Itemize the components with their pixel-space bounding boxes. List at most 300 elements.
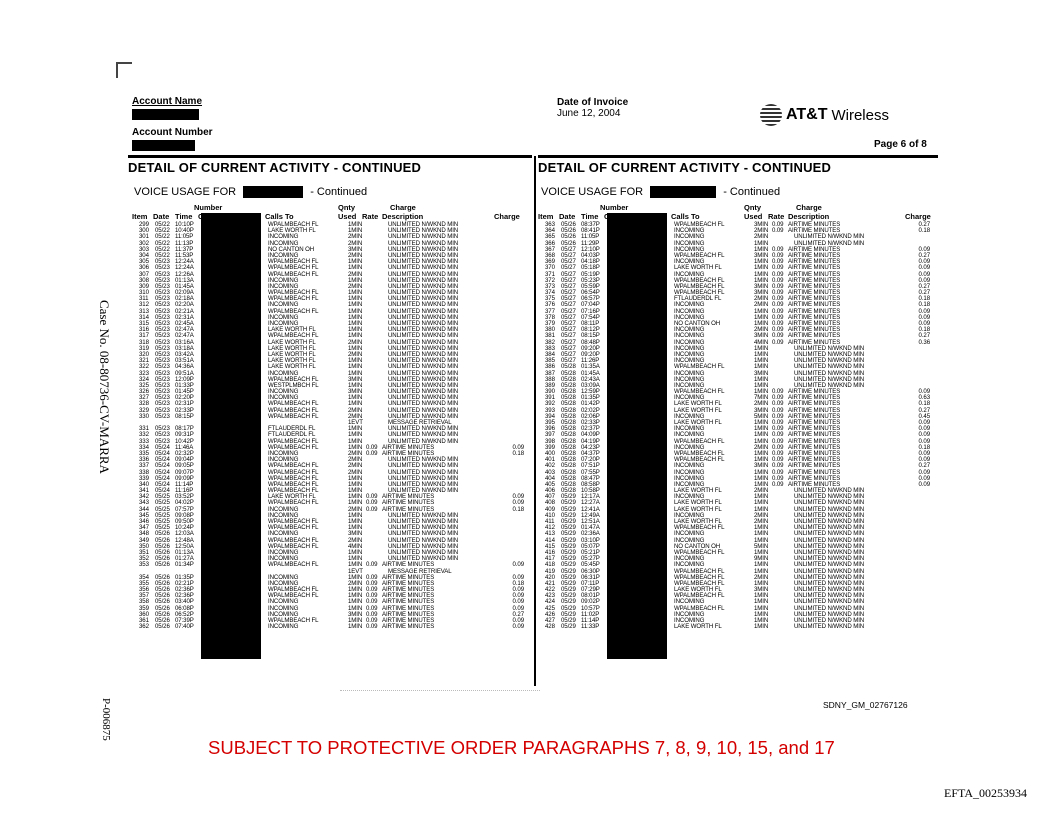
item-cell: 315 bbox=[139, 320, 149, 327]
time-cell: 05:27P bbox=[581, 555, 600, 563]
date-cell: 05/26 bbox=[155, 598, 170, 606]
item-cell: 423 bbox=[545, 592, 555, 600]
table-row bbox=[542, 624, 934, 630]
item-cell: 389 bbox=[545, 381, 555, 389]
calls-to-cell: LAKE WORTH FL bbox=[674, 400, 722, 408]
used-cell: 2MIN bbox=[348, 251, 363, 259]
item-cell: 303 bbox=[139, 245, 149, 253]
description-cell: AIRTIME MINUTES bbox=[788, 276, 841, 284]
description-cell: UNLIMITED N/WKND MIN bbox=[794, 610, 865, 618]
date-cell: 05/29 bbox=[561, 567, 576, 575]
time-cell: 01:13A bbox=[175, 276, 194, 284]
time-cell: 01:45A bbox=[175, 282, 194, 290]
description-cell: UNLIMITED N/WKND MIN bbox=[794, 375, 865, 383]
used-cell: 1MIN bbox=[348, 524, 363, 532]
calls-to-cell: INCOMING bbox=[268, 598, 299, 606]
date-cell: 05/23 bbox=[155, 270, 170, 278]
charge-cell: 0.09 bbox=[512, 617, 524, 624]
description-cell: AIRTIME MINUTES bbox=[788, 332, 841, 340]
time-cell: 10:58P bbox=[581, 487, 600, 495]
used-cell: 2MIN bbox=[754, 443, 769, 451]
description-cell: UNLIMITED N/WKND MIN bbox=[388, 381, 459, 389]
rate-cell: 0.09 bbox=[772, 258, 784, 266]
item-cell: 377 bbox=[545, 307, 555, 315]
item-cell: 393 bbox=[545, 406, 555, 414]
description-cell: AIRTIME MINUTES bbox=[382, 493, 435, 501]
item-cell: 399 bbox=[545, 443, 555, 451]
time-cell: 05:18P bbox=[581, 264, 600, 272]
description-cell: UNLIMITED N/WKND MIN bbox=[794, 357, 865, 365]
item-cell: 317 bbox=[139, 332, 149, 340]
calls-to-cell: LAKE WORTH FL bbox=[674, 623, 722, 631]
time-cell: 11:33P bbox=[581, 623, 600, 631]
description-cell: UNLIMITED N/WKND MIN bbox=[388, 221, 459, 228]
used-cell: 1MIN bbox=[754, 363, 769, 371]
description-cell: UNLIMITED N/WKND MIN bbox=[388, 487, 459, 495]
date-cell: 05/22 bbox=[155, 245, 170, 253]
calls-to-cell: INCOMING bbox=[268, 579, 299, 587]
used-cell: 1MIN bbox=[348, 623, 363, 631]
time-cell: 01:45A bbox=[581, 369, 600, 377]
time-cell: 08:37P bbox=[581, 221, 600, 228]
calls-to-cell: WPALMBEACH FL bbox=[674, 449, 725, 457]
item-cell: 395 bbox=[545, 419, 555, 426]
calls-to-cell: INCOMING bbox=[268, 548, 299, 556]
date-cell: 05/26 bbox=[561, 221, 576, 228]
calls-to-cell: INCOMING bbox=[674, 369, 705, 377]
time-cell: 02:20P bbox=[175, 394, 194, 402]
item-cell: 340 bbox=[139, 480, 149, 488]
date-cell: 05/23 bbox=[155, 295, 170, 303]
time-cell: 12:26A bbox=[175, 270, 194, 278]
used-cell: 1MIN bbox=[348, 493, 363, 501]
charge-cell: 0.09 bbox=[512, 493, 524, 501]
description-cell: UNLIMITED N/WKND MIN bbox=[794, 518, 865, 525]
time-cell: 12:17A bbox=[581, 493, 600, 501]
item-cell: 301 bbox=[139, 233, 149, 241]
item-cell: 416 bbox=[545, 548, 555, 556]
time-cell: 05:21P bbox=[581, 548, 600, 556]
description-cell: UNLIMITED N/WKND MIN bbox=[388, 369, 459, 377]
date-cell: 05/23 bbox=[155, 406, 170, 414]
item-cell: 357 bbox=[139, 592, 149, 600]
time-cell: 06:54P bbox=[581, 289, 600, 297]
used-cell: 1MIN bbox=[348, 394, 363, 402]
time-cell: 04:19P bbox=[581, 437, 600, 445]
rate-cell: 0.09 bbox=[772, 406, 784, 414]
date-cell: 05/23 bbox=[155, 320, 170, 327]
time-cell: 02:45A bbox=[175, 320, 194, 327]
used-cell: 1MIN bbox=[348, 617, 363, 624]
description-cell: AIRTIME MINUTES bbox=[382, 449, 435, 457]
number-label: Number bbox=[194, 203, 223, 212]
item-cell: 312 bbox=[139, 301, 149, 309]
charge-cell: 0.45 bbox=[918, 412, 930, 420]
item-cell: 420 bbox=[545, 573, 555, 581]
charge-cell: 0.09 bbox=[918, 425, 930, 433]
item-cell: 380 bbox=[545, 326, 555, 334]
description-cell: AIRTIME MINUTES bbox=[788, 388, 841, 396]
calls-to-cell: WPALMBEACH FL bbox=[674, 437, 725, 445]
time-cell: 02:32P bbox=[175, 449, 194, 457]
column-divider bbox=[534, 156, 536, 686]
description-cell: UNLIMITED N/WKND MIN bbox=[794, 592, 865, 600]
calls-to-cell: WPALMBEACH FL bbox=[268, 561, 319, 569]
used-cell: 1MIN bbox=[348, 258, 363, 266]
time-cell: 02:06P bbox=[581, 412, 600, 420]
time-cell: 02:09A bbox=[175, 289, 194, 297]
used-cell: 2MIN bbox=[754, 573, 769, 581]
calls-to-cell: INCOMING bbox=[674, 381, 705, 389]
description-cell: UNLIMITED N/WKND MIN bbox=[794, 350, 865, 358]
date-cell: 05/23 bbox=[155, 326, 170, 334]
time-cell: 09:50P bbox=[175, 518, 194, 525]
time-cell: 09:08P bbox=[175, 511, 194, 519]
description-cell: UNLIMITED N/WKND MIN bbox=[388, 307, 459, 315]
description-cell: AIRTIME MINUTES bbox=[788, 258, 841, 266]
calls-to-cell: INCOMING bbox=[268, 394, 299, 402]
protective-order-notice: SUBJECT TO PROTECTIVE ORDER PARAGRAPHS 7, 8, 9, 10, 15, and 17 bbox=[208, 737, 835, 758]
rate-cell: 0.09 bbox=[366, 443, 378, 451]
calls-to-cell: LAKE WORTH FL bbox=[268, 326, 316, 334]
item-cell: 428 bbox=[545, 623, 555, 631]
used-cell: 2MIN bbox=[348, 505, 363, 513]
calls-to-cell: INCOMING bbox=[268, 233, 299, 241]
calls-to-cell: WPALMBEACH FL bbox=[268, 307, 319, 315]
charge-cell: 0.18 bbox=[918, 227, 930, 235]
calls-to-cell: LAKE WORTH FL bbox=[674, 499, 722, 507]
item-cell: 302 bbox=[139, 239, 149, 247]
charge-cell: 0.09 bbox=[918, 245, 930, 253]
used-cell: 1MIN bbox=[754, 276, 769, 284]
item-cell: 413 bbox=[545, 530, 555, 538]
used-cell: 1MIN bbox=[348, 598, 363, 606]
description-cell: AIRTIME MINUTES bbox=[788, 449, 841, 457]
used-cell: 1EVT bbox=[348, 419, 363, 426]
calls-to-cell: WPALMBEACH FL bbox=[268, 264, 319, 272]
used-cell: 1MIN bbox=[754, 480, 769, 488]
date-cell: 05/26 bbox=[155, 623, 170, 631]
calls-to-cell: WPALMBEACH FL bbox=[268, 617, 319, 624]
account-name-label: Account Name bbox=[132, 96, 203, 107]
date-cell: 05/27 bbox=[561, 245, 576, 253]
description-cell: AIRTIME MINUTES bbox=[788, 326, 841, 334]
called-header: Called bbox=[604, 212, 627, 221]
used-cell: 1MIN bbox=[754, 264, 769, 272]
date-cell: 05/26 bbox=[155, 604, 170, 612]
item-cell: 304 bbox=[139, 251, 149, 259]
description-cell: AIRTIME MINUTES bbox=[788, 406, 841, 414]
item-cell: 332 bbox=[139, 431, 149, 439]
date-cell: 05/22 bbox=[155, 227, 170, 235]
time-cell: 11:05P bbox=[175, 233, 194, 241]
used-cell: 3MIN bbox=[754, 282, 769, 290]
used-cell: 1MIN bbox=[754, 307, 769, 315]
item-cell: 379 bbox=[545, 320, 555, 327]
charge-cell: 0.36 bbox=[918, 338, 930, 346]
calls-to-cell: LAKE WORTH FL bbox=[674, 487, 722, 495]
used-cell: 1MIN bbox=[754, 357, 769, 365]
used-cell: 2MIN bbox=[348, 462, 363, 470]
charge-cell: 0.18 bbox=[918, 443, 930, 451]
item-cell: 355 bbox=[139, 579, 149, 587]
calls-to-cell: NO CANTON OH bbox=[674, 542, 721, 550]
item-cell: 329 bbox=[139, 406, 149, 414]
description-cell: UNLIMITED N/WKND MIN bbox=[388, 542, 459, 550]
item-cell: 401 bbox=[545, 456, 555, 464]
date-cell: 05/24 bbox=[155, 462, 170, 470]
calls-to-cell: INCOMING bbox=[674, 307, 705, 315]
used-cell: 2MIN bbox=[348, 579, 363, 587]
description-cell: UNLIMITED N/WKND MIN bbox=[388, 320, 459, 327]
used-cell: 1MIN bbox=[754, 579, 769, 587]
date-cell: 05/27 bbox=[561, 350, 576, 358]
calls-to-cell: INCOMING bbox=[268, 604, 299, 612]
used-cell: 1MIN bbox=[348, 487, 363, 495]
used-cell: 9MIN bbox=[754, 555, 769, 563]
item-cell: 417 bbox=[545, 555, 555, 563]
description-cell: UNLIMITED N/WKND MIN bbox=[794, 369, 865, 377]
date-cell: 05/28 bbox=[561, 419, 576, 426]
description-cell: AIRTIME MINUTES bbox=[788, 468, 841, 476]
description-cell: AIRTIME MINUTES bbox=[788, 264, 841, 272]
used-cell: 1MIN bbox=[348, 276, 363, 284]
calls-to-cell: INCOMING bbox=[674, 301, 705, 309]
item-cell: 328 bbox=[139, 400, 149, 408]
time-cell: 01:35A bbox=[581, 363, 600, 371]
description-cell: UNLIMITED N/WKND MIN bbox=[794, 555, 865, 563]
time-cell: 02:33P bbox=[581, 419, 600, 426]
date-cell: 05/29 bbox=[561, 505, 576, 513]
calls-to-cell: INCOMING bbox=[674, 443, 705, 451]
time-cell: 02:33P bbox=[175, 406, 194, 414]
calls-to-cell: INCOMING bbox=[268, 313, 299, 321]
used-cell: 1MIN bbox=[754, 617, 769, 624]
charge-label: Charge bbox=[796, 203, 822, 212]
item-cell: 305 bbox=[139, 258, 149, 266]
description-cell: UNLIMITED N/WKND MIN bbox=[388, 251, 459, 259]
used-cell: 1MIN bbox=[754, 419, 769, 426]
description-cell: AIRTIME MINUTES bbox=[382, 505, 435, 513]
item-cell: 381 bbox=[545, 332, 555, 340]
efta-number: EFTA_00253934 bbox=[944, 786, 1028, 800]
date-cell: 05/27 bbox=[561, 344, 576, 352]
used-cell: 2MIN bbox=[754, 326, 769, 334]
calls-to-cell: LAKE WORTH FL bbox=[674, 505, 722, 513]
rate-cell: 0.09 bbox=[772, 282, 784, 290]
description-cell: AIRTIME MINUTES bbox=[788, 338, 841, 346]
used-cell: 1MIN bbox=[348, 295, 363, 303]
rate-cell: 0.09 bbox=[366, 598, 378, 606]
charge-cell: 0.09 bbox=[512, 623, 524, 631]
time-cell: 11:53P bbox=[175, 251, 194, 259]
calls-to-cell: LAKE WORTH FL bbox=[674, 406, 722, 414]
time-cell: 01:34P bbox=[175, 561, 194, 569]
used-cell: 1MIN bbox=[348, 443, 363, 451]
used-cell: 1MIN bbox=[754, 530, 769, 538]
calls-to-cell: WPALMBEACH FL bbox=[268, 412, 319, 420]
used-cell: 1MIN bbox=[754, 499, 769, 507]
item-cell: 308 bbox=[139, 276, 149, 284]
date-cell: 05/22 bbox=[155, 239, 170, 247]
description-cell: UNLIMITED N/WKND MIN bbox=[388, 313, 459, 321]
used-cell: 2MIN bbox=[754, 487, 769, 495]
calls-to-cell: WPALMBEACH FL bbox=[674, 289, 725, 297]
item-cell: 404 bbox=[545, 474, 555, 482]
time-cell: 02:21P bbox=[175, 579, 194, 587]
charge-cell: 0.27 bbox=[918, 221, 930, 228]
used-cell: 1MIN bbox=[754, 425, 769, 433]
time-header: Time bbox=[581, 212, 599, 221]
description-cell: AIRTIME MINUTES bbox=[382, 610, 435, 618]
rate-cell: 0.09 bbox=[772, 245, 784, 253]
date-cell: 05/28 bbox=[561, 449, 576, 457]
rate-cell: 0.09 bbox=[366, 579, 378, 587]
used-cell: 1MIN bbox=[348, 474, 363, 482]
used-cell: 1MIN bbox=[348, 480, 363, 488]
calls-to-cell: WPALMBEACH FL bbox=[268, 400, 319, 408]
calls-to-header: Calls To bbox=[671, 212, 700, 221]
calls-to-cell: INCOMING bbox=[674, 462, 705, 470]
charge-cell: 0.18 bbox=[512, 579, 524, 587]
date-cell: 05/27 bbox=[561, 320, 576, 327]
charge-cell: 0.18 bbox=[918, 295, 930, 303]
description-cell: MESSAGE RETRIEVAL bbox=[388, 419, 452, 426]
item-cell: 338 bbox=[139, 468, 149, 476]
item-cell: 412 bbox=[545, 524, 555, 532]
item-cell: 362 bbox=[139, 623, 149, 631]
used-cell: 1EVT bbox=[348, 567, 363, 575]
used-cell: 7MIN bbox=[754, 394, 769, 402]
time-cell: 11:13P bbox=[175, 239, 194, 247]
description-cell: AIRTIME MINUTES bbox=[382, 443, 435, 451]
used-cell: 1MIN bbox=[754, 258, 769, 266]
time-cell: 08:41P bbox=[581, 227, 600, 235]
item-cell: 363 bbox=[545, 221, 555, 228]
date-cell: 05/24 bbox=[155, 474, 170, 482]
time-cell: 12:24A bbox=[175, 264, 194, 272]
usage-table-right bbox=[542, 222, 934, 630]
item-cell: 361 bbox=[139, 617, 149, 624]
calls-to-cell: FTLAUDERDL FL bbox=[268, 425, 316, 433]
date-cell: 05/28 bbox=[561, 369, 576, 377]
item-cell: 306 bbox=[139, 264, 149, 272]
used-cell: 2MIN bbox=[754, 227, 769, 235]
description-cell: UNLIMITED N/WKND MIN bbox=[388, 437, 459, 445]
used-cell: 3MIN bbox=[754, 289, 769, 297]
used-cell: 1MIN bbox=[348, 363, 363, 371]
item-cell: 343 bbox=[139, 499, 149, 507]
used-cell: 1MIN bbox=[754, 375, 769, 383]
charge-cell: 0.18 bbox=[512, 505, 524, 513]
description-cell: UNLIMITED N/WKND MIN bbox=[388, 375, 459, 383]
used-cell: 2MIN bbox=[348, 536, 363, 544]
rate-cell: 0.09 bbox=[772, 338, 784, 346]
date-cell: 05/29 bbox=[561, 586, 576, 594]
time-cell: 07:51P bbox=[581, 462, 600, 470]
description-cell: UNLIMITED N/WKND MIN bbox=[388, 258, 459, 266]
used-cell: 1MIN bbox=[754, 474, 769, 482]
description-cell: AIRTIME MINUTES bbox=[788, 301, 841, 309]
description-cell: AIRTIME MINUTES bbox=[382, 586, 435, 594]
calls-to-cell: WPALMBEACH FL bbox=[268, 536, 319, 544]
description-cell: UNLIMITED N/WKND MIN bbox=[388, 332, 459, 340]
description-cell: UNLIMITED N/WKND MIN bbox=[794, 524, 865, 532]
date-cell: 05/29 bbox=[561, 536, 576, 544]
voice-usage-label: VOICE USAGE FOR bbox=[134, 186, 237, 198]
description-cell: UNLIMITED N/WKND MIN bbox=[388, 548, 459, 556]
item-cell: 400 bbox=[545, 449, 555, 457]
time-cell: 02:47A bbox=[175, 326, 194, 334]
date-cell: 05/29 bbox=[561, 548, 576, 556]
time-cell: 11:14P bbox=[175, 480, 194, 488]
calls-to-cell: NO CANTON OH bbox=[268, 245, 315, 253]
page-number: Page 6 of 8 bbox=[874, 139, 927, 150]
time-cell: 04:23P bbox=[581, 443, 600, 451]
charge-cell: 0.27 bbox=[918, 282, 930, 290]
description-cell: AIRTIME MINUTES bbox=[788, 307, 841, 315]
used-cell: 3MIN bbox=[754, 369, 769, 377]
date-cell: 05/23 bbox=[155, 381, 170, 389]
description-header: Description bbox=[382, 212, 424, 221]
date-cell: 05/23 bbox=[155, 264, 170, 272]
item-cell: 333 bbox=[139, 437, 149, 445]
item-cell: 349 bbox=[139, 536, 149, 544]
description-cell: UNLIMITED N/WKND MIN bbox=[388, 456, 459, 464]
date-cell: 05/26 bbox=[155, 530, 170, 538]
date-cell: 05/28 bbox=[561, 480, 576, 488]
charge-cell: 0.09 bbox=[918, 431, 930, 439]
description-cell: UNLIMITED N/WKND MIN bbox=[388, 462, 459, 470]
item-cell: 382 bbox=[545, 338, 555, 346]
calls-to-cell: INCOMING bbox=[674, 493, 705, 501]
used-cell: 2MIN bbox=[754, 295, 769, 303]
date-cell: 05/28 bbox=[561, 381, 576, 389]
calls-to-cell: WPALMBEACH FL bbox=[268, 375, 319, 383]
time-cell: 09:07P bbox=[175, 468, 194, 476]
item-cell: 427 bbox=[545, 617, 555, 624]
crop-mark bbox=[116, 62, 132, 78]
calls-to-cell: INCOMING bbox=[268, 251, 299, 259]
charge-label: Charge bbox=[390, 203, 416, 212]
time-cell: 07:55P bbox=[581, 468, 600, 476]
description-cell: MESSAGE RETRIEVAL bbox=[388, 567, 452, 575]
charge-header: Charge bbox=[905, 212, 931, 221]
usage-table-left bbox=[136, 222, 528, 630]
charge-cell: 0.18 bbox=[918, 400, 930, 408]
used-cell: 1MIN bbox=[348, 369, 363, 377]
item-cell: 409 bbox=[545, 505, 555, 513]
charge-cell: 0.09 bbox=[918, 456, 930, 464]
item-cell: 336 bbox=[139, 456, 149, 464]
description-cell: AIRTIME MINUTES bbox=[788, 412, 841, 420]
date-cell: 05/25 bbox=[155, 524, 170, 532]
time-cell: 01:35P bbox=[175, 573, 194, 581]
date-cell: 05/23 bbox=[155, 332, 170, 340]
calls-to-cell: WPALMBEACH FL bbox=[268, 295, 319, 303]
description-cell: AIRTIME MINUTES bbox=[788, 289, 841, 297]
time-cell: 07:57P bbox=[175, 505, 194, 513]
calls-to-cell: WPALMBEACH FL bbox=[674, 251, 725, 259]
redacted-numbers-left bbox=[201, 213, 261, 659]
item-cell: 369 bbox=[545, 258, 555, 266]
rate-header: Rate bbox=[768, 212, 785, 221]
rate-cell: 0.09 bbox=[772, 431, 784, 439]
description-cell: AIRTIME MINUTES bbox=[788, 320, 841, 327]
used-cell: 1MIN bbox=[754, 505, 769, 513]
charge-cell: 0.09 bbox=[512, 592, 524, 600]
calls-to-cell: INCOMING bbox=[268, 530, 299, 538]
